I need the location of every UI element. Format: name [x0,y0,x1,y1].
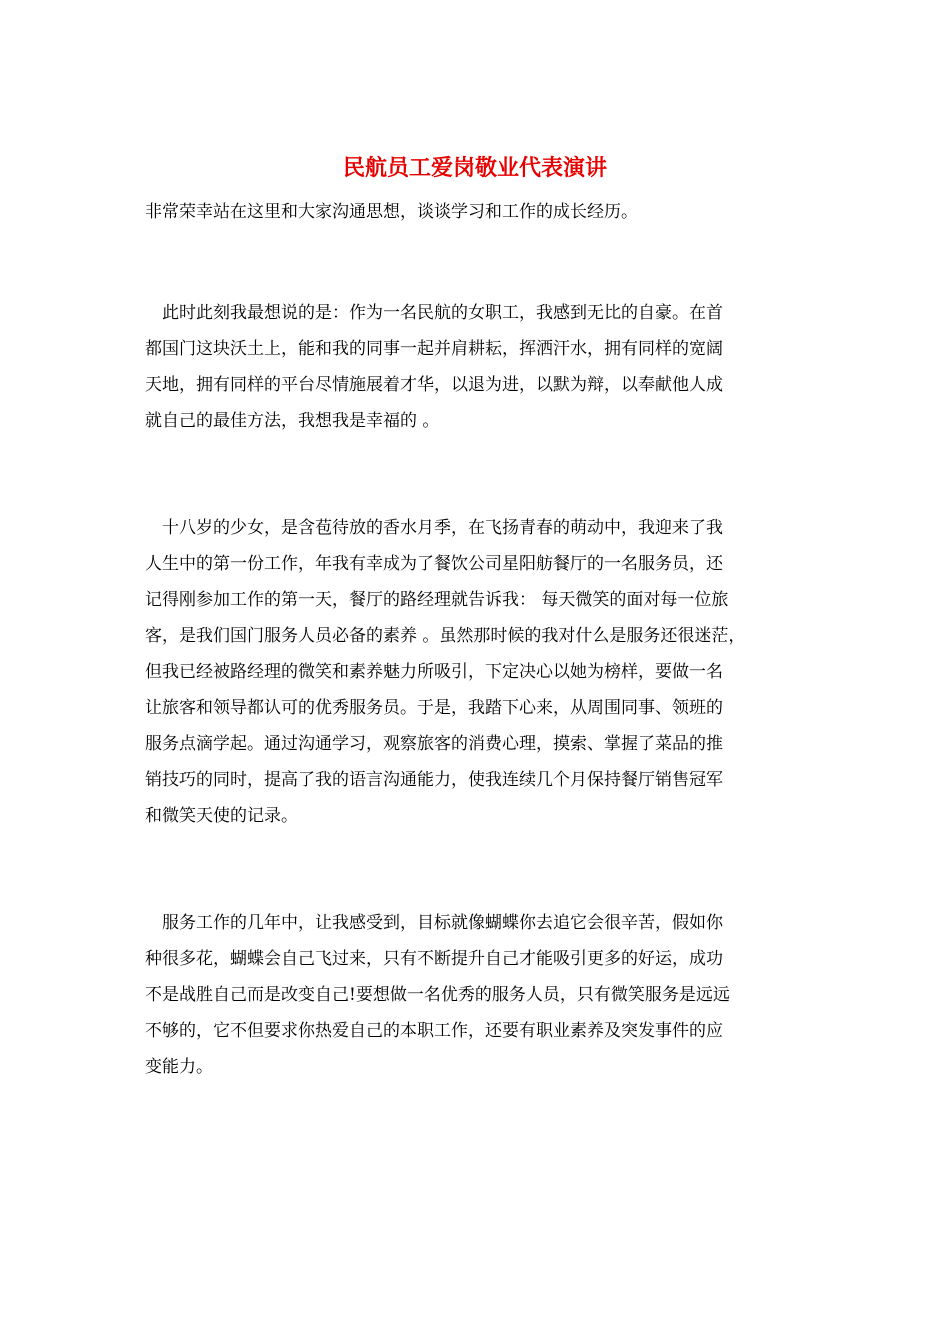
paragraph-2-line-2: 人生中的第一份工作，年我有幸成为了餐饮公司星阳舫餐厅的一名服务员，还 [145,554,723,574]
paragraph-2-line-5: 但我已经被路经理的微笑和素养魅力所吸引，下定决心以她为榜样，要做一名 [145,662,723,682]
paragraph-2-line-4: 客，是我们国门服务人员必备的素养 。虽然那时候的我对什么是服务还很迷茫， [145,626,746,646]
paragraph-1-line-1: 此时此刻我最想说的是：作为一名民航的女职工，我感到无比的自豪。在首 [145,303,723,323]
paragraph-3-line-3: 不是战胜自己而是改变自己!要想做一名优秀的服务人员，只有微笑服务是远远 [145,985,730,1005]
paragraph-2-line-9: 和微笑天使的记录。 [145,806,298,826]
paragraph-2-line-8: 销技巧的同时，提高了我的语言沟通能力，使我连续几个月保持餐厅销售冠军 [145,770,723,790]
paragraph-2-line-1: 十八岁的少女，是含苞待放的香水月季，在飞扬青春的萌动中，我迎来了我 [145,518,723,538]
paragraph-3-line-1: 服务工作的几年中，让我感受到，目标就像蝴蝶你去追它会很辛苦，假如你 [145,913,723,933]
paragraph-1-line-3: 天地，拥有同样的平台尽情施展着才华，以退为进，以默为辩，以奉献他人成 [145,375,723,395]
paragraph-1-line-2: 都国门这块沃土上，能和我的同事一起并肩耕耘，挥洒汗水，拥有同样的宽阔 [145,339,723,359]
paragraph-2-line-3: 记得刚参加工作的第一天，餐厅的路经理就告诉我： 每天微笑的面对每一位旅 [145,590,729,610]
document-title: 民航员工爱岗敬业代表演讲 [342,155,607,181]
paragraph-3-line-4: 不够的，它不但要求你热爱自己的本职工作，还要有职业素养及突发事件的应 [145,1021,723,1041]
paragraph-3-line-5: 变能力。 [145,1057,213,1077]
paragraph-2-line-7: 服务点滴学起。通过沟通学习，观察旅客的消费心理，摸索、掌握了菜品的推 [145,734,723,754]
intro-line: 非常荣幸站在这里和大家沟通思想，谈谈学习和工作的成长经历。 [145,202,638,222]
paragraph-1-line-4: 就自己的最佳方法，我想我是幸福的 。 [145,411,440,431]
paragraph-2-line-6: 让旅客和领导都认可的优秀服务员。于是，我踏下心来，从周围同事、领班的 [145,698,723,718]
paragraph-3-line-2: 种很多花，蝴蝶会自己飞过来，只有不断提升自己才能吸引更多的好运，成功 [145,949,723,969]
